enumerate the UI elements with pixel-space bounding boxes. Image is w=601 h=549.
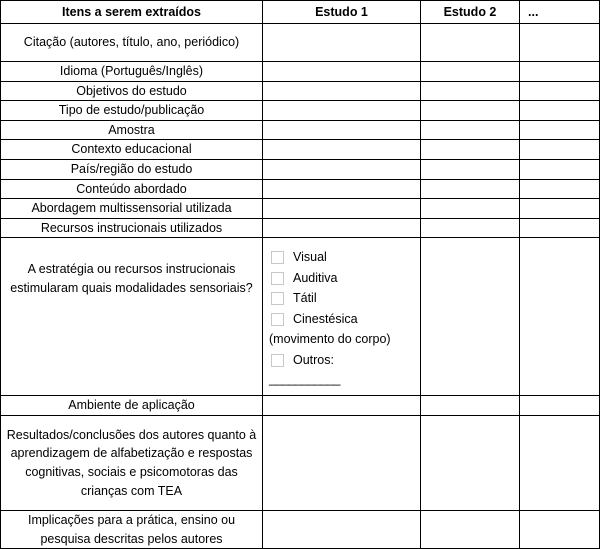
option-label: Auditiva	[293, 270, 338, 285]
cinestesica-note: (movimento do corpo)	[269, 332, 391, 347]
checkbox[interactable]	[271, 313, 284, 326]
checkbox[interactable]	[271, 354, 284, 367]
table-row	[1, 120, 600, 140]
item-label: Amostra	[1, 120, 263, 140]
study-1-cell[interactable]	[263, 120, 421, 140]
table-row	[1, 218, 600, 238]
more-cell[interactable]	[520, 199, 600, 219]
table-row	[1, 101, 600, 121]
table-row	[1, 81, 600, 101]
item-label: Implicações para a prática, ensino ou pesquisa descritas pelos autores	[1, 510, 263, 548]
table-row	[1, 140, 600, 160]
study-1-cell[interactable]	[263, 24, 421, 62]
study-1-cell[interactable]	[263, 140, 421, 160]
study-2-cell[interactable]	[421, 218, 520, 238]
study-1-cell[interactable]	[263, 199, 421, 219]
study-2-cell[interactable]	[421, 238, 520, 396]
study-2-cell[interactable]	[421, 24, 520, 62]
item-label: Conteúdo abordado	[1, 179, 263, 199]
study-1-cell[interactable]	[263, 218, 421, 238]
option-label: Outros:	[293, 352, 334, 367]
more-cell[interactable]	[520, 81, 600, 101]
more-cell[interactable]	[520, 238, 600, 396]
option-auditiva[interactable]	[267, 268, 416, 289]
modalities-cell	[263, 238, 421, 396]
more-cell[interactable]	[520, 120, 600, 140]
study-1-cell[interactable]	[263, 159, 421, 179]
study-2-cell[interactable]	[421, 159, 520, 179]
option-visual[interactable]	[267, 247, 416, 268]
option-label: Visual	[293, 250, 327, 265]
item-label: Contexto educacional	[1, 140, 263, 160]
study-1-cell[interactable]	[263, 415, 421, 510]
header-more: ...	[520, 1, 600, 24]
more-cell[interactable]	[520, 179, 600, 199]
header-study-2: Estudo 2	[421, 1, 520, 24]
more-cell[interactable]	[520, 140, 600, 160]
header-row	[1, 1, 600, 24]
more-cell[interactable]	[520, 101, 600, 121]
more-cell[interactable]	[520, 159, 600, 179]
study-1-cell[interactable]	[263, 81, 421, 101]
study-2-cell[interactable]	[421, 415, 520, 510]
item-label: Resultados/conclusões dos autores quanto à aprendizagem de alfabetização e respostas cognitivas, sociais e psicomotoras das crianças com TEA	[1, 415, 263, 510]
item-label: A estratégia ou recursos instrucionais estimularam quais modalidades sensoriais?	[1, 238, 263, 396]
study-2-cell[interactable]	[421, 510, 520, 548]
more-cell[interactable]	[520, 510, 600, 548]
study-2-cell[interactable]	[421, 120, 520, 140]
study-1-cell[interactable]	[263, 179, 421, 199]
table-row	[1, 415, 600, 510]
table-row	[1, 159, 600, 179]
table-row	[1, 62, 600, 82]
item-label: Abordagem multissensorial utilizada	[1, 199, 263, 219]
table-row	[1, 199, 600, 219]
checkbox[interactable]	[271, 251, 284, 264]
table-row	[1, 396, 600, 416]
study-1-cell[interactable]	[263, 510, 421, 548]
study-1-cell[interactable]	[263, 62, 421, 82]
study-2-cell[interactable]	[421, 81, 520, 101]
option-cinestesica[interactable]	[267, 309, 416, 330]
header-items: Itens a serem extraídos	[1, 1, 263, 24]
more-cell[interactable]	[520, 218, 600, 238]
table-row	[1, 24, 600, 62]
header-study-1: Estudo 1	[263, 1, 421, 24]
item-label: País/região do estudo	[1, 159, 263, 179]
outros-blank-line[interactable]: ___________	[269, 372, 340, 387]
more-cell[interactable]	[520, 62, 600, 82]
table-row	[1, 179, 600, 199]
table-row	[1, 510, 600, 548]
study-2-cell[interactable]	[421, 199, 520, 219]
modalities-list	[267, 245, 416, 388]
checkbox[interactable]	[271, 292, 284, 305]
item-label: Ambiente de aplicação	[1, 396, 263, 416]
option-tatil[interactable]	[267, 288, 416, 309]
item-label: Citação (autores, título, ano, periódico)	[1, 24, 263, 62]
study-2-cell[interactable]	[421, 62, 520, 82]
checkbox[interactable]	[271, 272, 284, 285]
item-label: Tipo de estudo/publicação	[1, 101, 263, 121]
more-cell[interactable]	[520, 396, 600, 416]
study-1-cell[interactable]	[263, 101, 421, 121]
table-row	[1, 238, 600, 396]
study-2-cell[interactable]	[421, 396, 520, 416]
item-label: Idioma (Português/Inglês)	[1, 62, 263, 82]
more-cell[interactable]	[520, 24, 600, 62]
study-2-cell[interactable]	[421, 179, 520, 199]
option-outros[interactable]	[267, 350, 416, 371]
more-cell[interactable]	[520, 415, 600, 510]
study-1-cell[interactable]	[263, 396, 421, 416]
option-label: Cinestésica	[293, 311, 358, 326]
study-2-cell[interactable]	[421, 101, 520, 121]
item-label: Recursos instrucionais utilizados	[1, 218, 263, 238]
item-label: Objetivos do estudo	[1, 81, 263, 101]
study-2-cell[interactable]	[421, 140, 520, 160]
option-label: Tátil	[293, 291, 317, 306]
